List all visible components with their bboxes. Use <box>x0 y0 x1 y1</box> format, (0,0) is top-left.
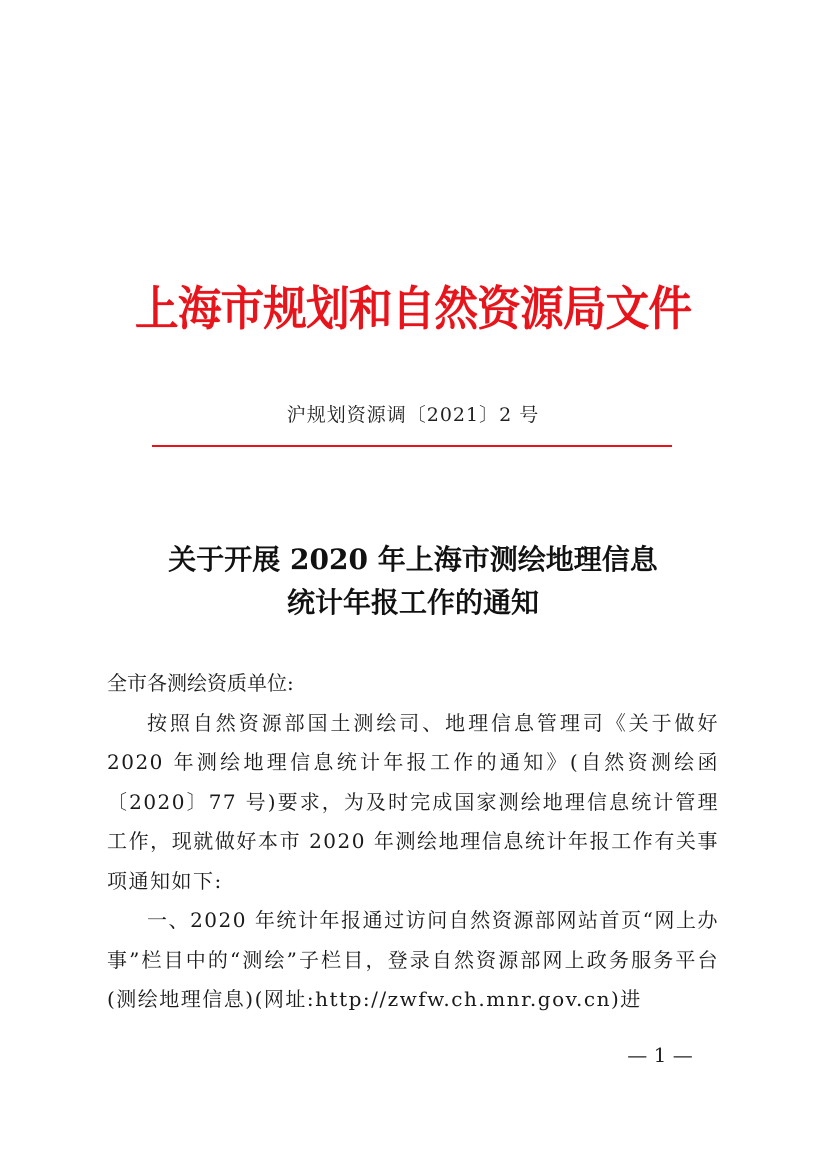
document-number: 沪规划资源调〔2021〕2 号 <box>286 404 540 426</box>
notice-title <box>0 538 826 624</box>
notice-body <box>107 664 719 1020</box>
salutation: 全市各测绘资质单位: <box>107 671 294 695</box>
page-number: — 1 — <box>627 1043 693 1067</box>
red-divider-line <box>152 445 672 447</box>
paragraph-item-1: 一、2020 年统计年报通过访问自然资源部网站首页“网上办事”栏目中的“测绘”子栏目，登录自然资源部网上政务服务平台(测绘地理信息)(网址:http://zwfw.ch.mnr.gov.cn)进 <box>107 908 719 1011</box>
notice-title-line-1: 关于开展 2020 年上海市测绘地理信息 <box>168 543 658 576</box>
notice-title-line-2: 统计年报工作的通知 <box>286 586 539 619</box>
masthead-title: 上海市规划和自然资源局文件 <box>134 282 692 337</box>
paragraph-intro: 按照自然资源部国土测绘司、地理信息管理司《关于做好 2020 年测绘地理信息统计年报工作的通知》(自然资测绘函〔2020〕77 号)要求，为及时完成国家测绘地理信息统计管理工作，现就做好本市 2020 年测绘地理信息统计年报工作有关事项通知如下: <box>107 710 719 893</box>
